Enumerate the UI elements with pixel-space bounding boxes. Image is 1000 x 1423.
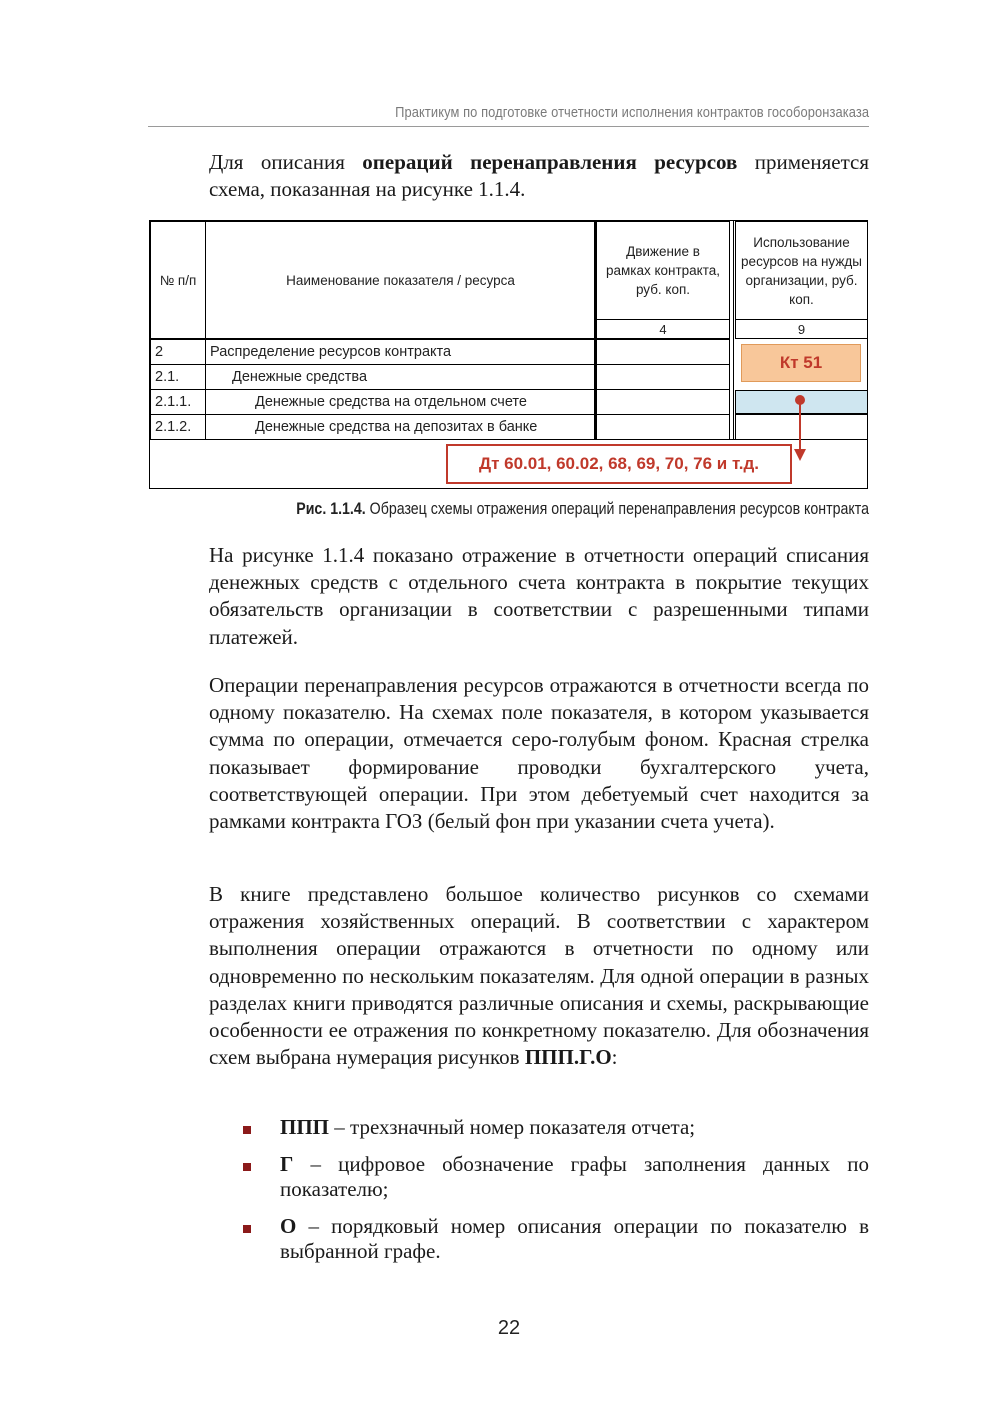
- row-col4: [596, 389, 730, 415]
- intro-paragraph: Для описания операций перенаправления ресурсов применяется схема, показанная на рисунке 1.1.4.: [209, 150, 869, 202]
- bullet-square-icon: [243, 1225, 251, 1233]
- debit-accounts-label: Дт 60.01, 60.02, 68, 69, 70, 76 и т.д.: [446, 444, 792, 484]
- row-name: Денежные средства на депозитах в банке: [205, 414, 596, 440]
- row-num: 2.1.: [150, 364, 206, 390]
- col-index-9: 9: [735, 319, 868, 339]
- bullet-list: [240, 1115, 869, 1276]
- col-header-num: № п/п: [150, 221, 206, 339]
- row-col4: [596, 414, 730, 440]
- bullet-square-icon: [243, 1126, 251, 1134]
- column-separator: [594, 221, 595, 440]
- page-number: 22: [497, 1317, 521, 1339]
- figure-1-1-4-table: [149, 220, 868, 489]
- paragraph: На рисунке 1.1.4 показано отражение в отчетности операций списания денежных средств с отдельного счета контракта в покрытие текущих обязательств организации в соответствии с разрешенными типами платежей.: [209, 543, 869, 649]
- row-num: 2: [150, 339, 206, 365]
- red-arrow-icon: [790, 393, 814, 463]
- row-num: 2.1.2.: [150, 414, 206, 440]
- row-col4: [596, 339, 730, 365]
- list-item: ППП – трехзначный номер показателя отчета;: [240, 1115, 869, 1140]
- paragraph: В книге представлено большое количество рисунков со схемами отражения хозяйственных операций. В соответствии с характером выполнения операции отражаются в отчетности по одному или одновременно по нескольким показателям. Для одной операции в разных разделах книги приводятся различные описания и схемы, раскрывающие особенности ее отражения по конкретному показателю. Для обозначения схем выбрана нумерация рисунков ППП.Г.О:: [209, 882, 869, 1070]
- row-name: Распределение ресурсов контракта: [205, 339, 596, 365]
- list-item: О – порядковый номер описания операции по показателю в выбранной графе.: [240, 1214, 869, 1264]
- row-name: Денежные средства: [205, 364, 596, 390]
- paragraph: Операции перенаправления ресурсов отражаются в отчетности всегда по одному показателю. На схемах поле показателя, в котором указывается сумма по операции, отмечается серо-голубым фоном. Красная стрелка показывает формирование проводки бухгалтерского учета, соответствующей операции. При этом дебетуемый счет находится за рамками контракта ГОЗ (белый фон при указании счета учета).: [209, 673, 869, 834]
- figure-caption: Рис. 1.1.4. Образец схемы отражения операций перенаправления ресурсов контракта: [296, 500, 869, 518]
- column-separator: [733, 221, 734, 440]
- table-bottom-rule: [150, 439, 868, 440]
- col-index-4: 4: [596, 319, 730, 339]
- col-header-9: Использование ресурсов на нужды организации, руб. коп.: [735, 221, 868, 320]
- header-divider: [148, 126, 869, 127]
- row-num: 2.1.1.: [150, 389, 206, 415]
- row-name: Денежные средства на отдельном счете: [205, 389, 596, 415]
- list-item: Г – цифровое обозначение графы заполнения данных по показателю;: [240, 1152, 869, 1202]
- credit-account-label: Кт 51: [741, 344, 861, 382]
- running-header: Практикум по подготовке отчетности исполнения контрактов гособоронзаказа: [395, 104, 869, 121]
- col-header-4: Движение в рамках контракта, руб. коп.: [596, 221, 730, 320]
- bullet-square-icon: [243, 1163, 251, 1171]
- col-header-name: Наименование показателя / ресурса: [205, 221, 596, 339]
- row-col4: [596, 364, 730, 390]
